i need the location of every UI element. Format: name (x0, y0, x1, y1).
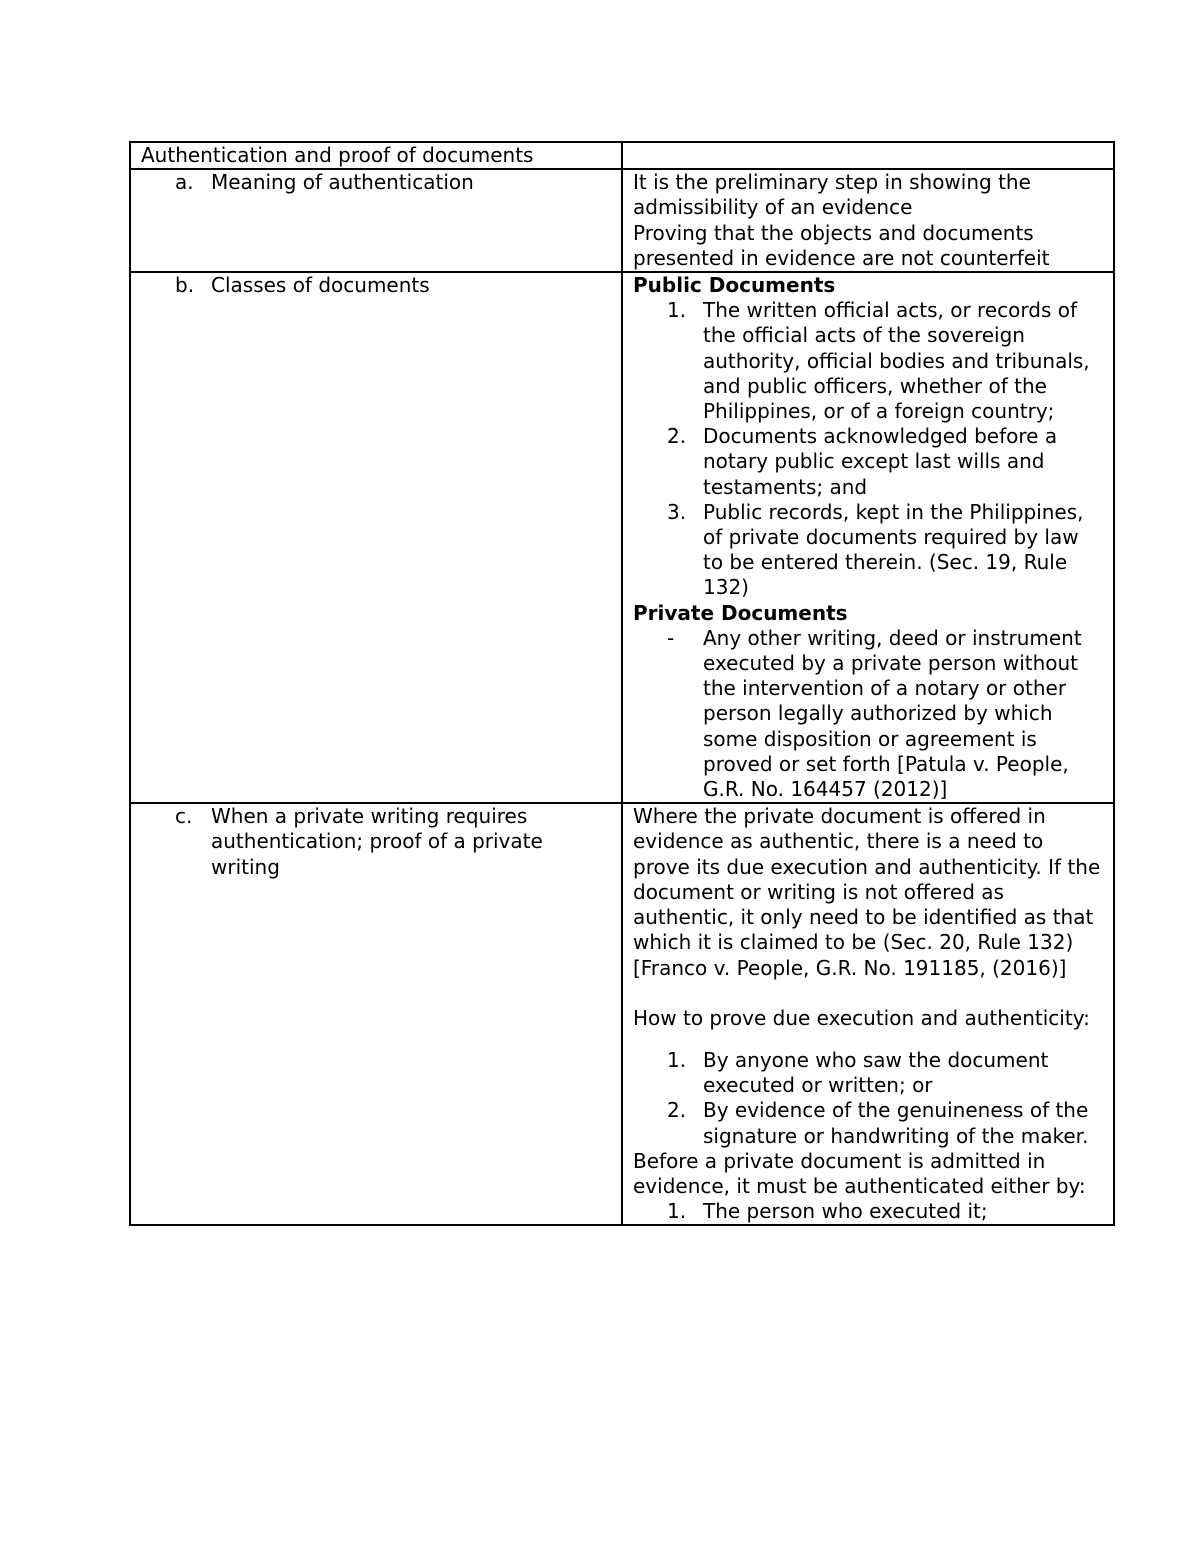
table-row (130, 272, 1114, 803)
header-title-cell (130, 142, 622, 169)
row-label: Classes of documents (211, 273, 430, 298)
list-item: 2. By evidence of the genuineness of the signature or handwriting of the maker. (667, 1098, 1089, 1148)
list-item: 2. Documents acknowledged before a notary public except last wills and testaments; and (667, 424, 1058, 499)
row-marker: c. (175, 804, 193, 829)
table-header-row (130, 142, 1114, 169)
table-row (130, 169, 1114, 272)
table-row (130, 803, 1114, 1225)
row-label-cell (130, 169, 622, 272)
list-item: 1. By anyone who saw the document executed or written; or (667, 1047, 1049, 1098)
list-item: 1. The person who executed it; (667, 1199, 988, 1224)
row-content-cell (622, 169, 1114, 272)
header-title: Authentication and proof of documents (141, 143, 534, 167)
how-to-paragraph: How to prove due execution and authenticity: (633, 1005, 1090, 1030)
public-documents-heading: Public Documents (633, 273, 836, 298)
row-label: When a private writing requires authentication; proof of a private writing (211, 804, 543, 879)
row-label: Meaning of authentication (211, 170, 474, 195)
row-marker: a. (175, 170, 194, 195)
row-label-cell (130, 272, 622, 803)
row-marker: b. (175, 273, 195, 298)
paragraph: It is the preliminary step in showing the admissibility of an evidence (633, 170, 1031, 220)
private-documents-heading: Private Documents (633, 600, 848, 625)
row-label-cell (130, 803, 622, 1225)
intro-paragraph: Where the private document is offered in evidence as authentic, there is a need to prove its due execution and authenticity. If the document or writing is not offered as authentic, it only need to be identified as that which it is claimed to be (Sec. 20, Rule 132) [Franco v. People, G.R. No. 191185, (2016)] (633, 804, 1101, 980)
list-item: - Any other writing, deed or instrument executed by a private person without the intervention of a notary or other person legally authorized by which some disposition or agreement is proved or set forth [Patula v. People, G.R. No. 164457 (2012)] (667, 625, 1082, 802)
public-documents-list (633, 298, 1103, 600)
private-documents-list (633, 626, 1103, 802)
before-paragraph: Before a private document is admitted in evidence, it must be authenticated either by: (633, 1148, 1086, 1198)
paragraph: Proving that the objects and documents presented in evidence are not counterfeit (633, 220, 1050, 270)
how-to-list (633, 1048, 1103, 1149)
outline-table (129, 141, 1115, 1226)
list-item: 1. The written official acts, or records of the official acts of the sovereign authority, official bodies and tribunals, and public officers, whether of the Philippines, or of a foreign country; (667, 298, 1090, 424)
row-content-cell (622, 803, 1114, 1225)
list-item: 3. Public records, kept in the Philippines, of private documents required by law to be entered therein. (Sec. 19, Rule 132) (667, 499, 1084, 600)
row-content-cell (622, 272, 1114, 803)
authenticated-by-list (633, 1199, 1103, 1224)
header-empty-cell (622, 142, 1114, 169)
